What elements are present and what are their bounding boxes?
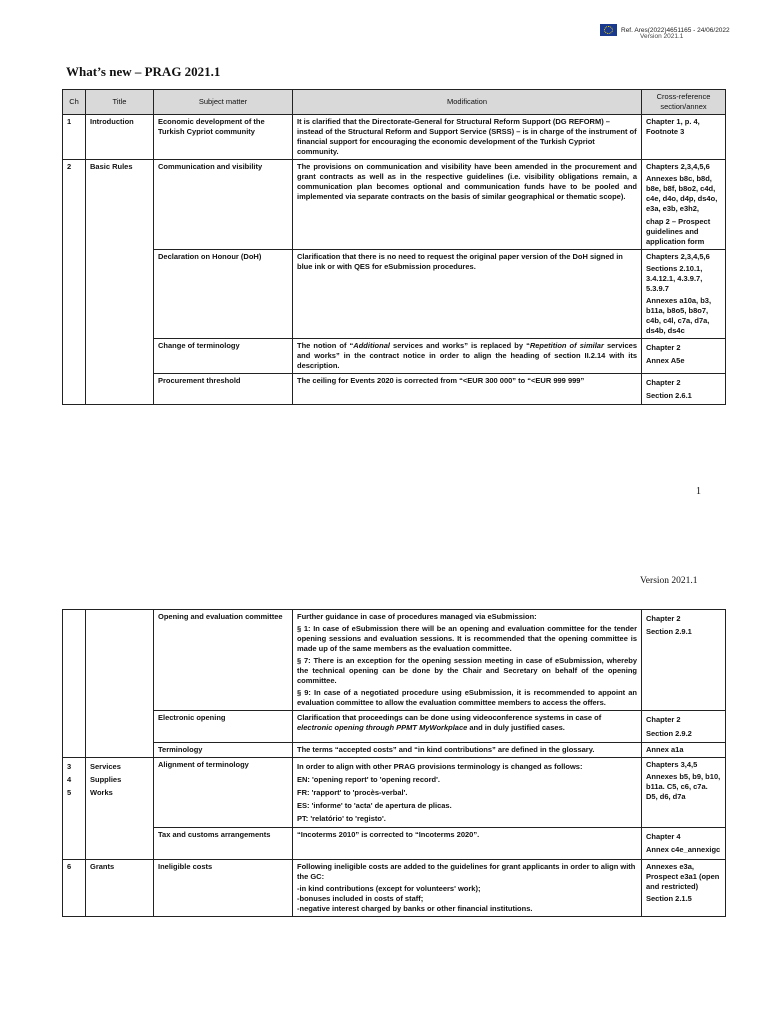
modification-italic-text: Repetition of similar — [529, 341, 604, 351]
modification-cell: The terms “accepted costs” and “in kind contributions” are defined in the glossary. — [293, 742, 642, 757]
cross-reference-cell — [642, 711, 726, 742]
chapter-cell — [63, 610, 86, 758]
modification-line: -in kind contributions (except for volunteers' work); — [297, 883, 481, 893]
modification-cell: The ceiling for Events 2020 is corrected from “<EUR 300 000” to “<EUR 999 999” — [293, 374, 642, 405]
eu-flag-icon — [600, 24, 617, 36]
modification-line: PT: 'relatório' to 'registo'. — [297, 814, 386, 824]
xref-line: Section 2.9.1 — [646, 627, 692, 637]
header-ch: Ch — [63, 90, 86, 115]
subject-cell: Economic development of the Turkish Cypriot community — [154, 115, 293, 160]
modification-line: -bonuses included in costs of staff; — [297, 893, 424, 903]
header-title: Title — [86, 90, 154, 115]
modification-paragraph: § 9: In case of a negotiated procedure using eSubmission, it is recommended to appoint an evaluation committee to allow the evaluation committee members to access the offers. — [297, 688, 637, 708]
table-row — [63, 339, 726, 374]
xref-line: Annexes e3a, Prospect e3a1 (open and restricted) — [646, 861, 720, 891]
table-row — [63, 828, 726, 859]
subject-cell: Change of terminology — [154, 339, 293, 374]
chapter-number: 5 — [67, 787, 72, 797]
xref-line: Annex A5e — [646, 356, 685, 366]
xref-line: Annex c4e_annexigc — [646, 845, 721, 855]
chapter-title: Works — [90, 787, 113, 797]
version-header-overlapped: Version 2021.1 — [640, 33, 684, 40]
xref-line: Chapter 4 — [646, 832, 681, 842]
modification-cell: The provisions on communication and visibility have been amended in the procurement and grant contracts as well as in the respective guidelines (i.e. visibility obligations remain, a communication plan becomes optional and communication funds have to be pooled and implemented via separate contracts on the basis of similar geographical or thematic scope). — [293, 160, 642, 249]
subject-cell: Opening and evaluation committee — [154, 610, 293, 711]
modification-line: -negative interest charged by banks or other financial institutions. — [297, 903, 533, 913]
modification-line: FR: 'rapport' to 'procès-verbal'. — [297, 787, 408, 797]
title-cell: Basic Rules — [86, 160, 154, 405]
xref-line: Section 2.6.1 — [646, 391, 692, 401]
table-row — [63, 757, 726, 828]
xref-line: Chapter 2 — [646, 715, 681, 725]
cross-reference-cell — [642, 757, 726, 828]
xref-line: Chapter 2 — [646, 378, 681, 388]
table-row — [63, 374, 726, 405]
xref-line: Chapters 3,4,5 — [646, 759, 698, 769]
header-modification: Modification — [293, 90, 642, 115]
xref-line: Chapter 2 — [646, 614, 681, 623]
modification-text: and in duly justified cases. — [467, 723, 565, 733]
modification-italic-text: electronic opening through PPMT MyWorkplace — [297, 723, 468, 733]
modification-cell — [293, 859, 642, 916]
modification-line: EN: 'opening report' to 'opening record'. — [297, 774, 440, 784]
reference-stamp-text: Ref. Ares(2022)4651165 - 24/06/2022 — [621, 26, 730, 34]
xref-line: Footnote 3 — [646, 127, 685, 137]
chapter-cell: 6 — [63, 859, 86, 916]
xref-line: Chapter 1, p. 4, — [646, 117, 700, 127]
cross-reference-cell — [642, 859, 726, 916]
subject-cell: Declaration on Honour (DoH) — [154, 249, 293, 338]
chapter-number: 4 — [67, 774, 72, 784]
subject-cell: Ineligible costs — [154, 859, 293, 916]
title-cell — [86, 757, 154, 859]
subject-cell: Terminology — [154, 742, 293, 757]
chapter-cell — [63, 757, 86, 859]
subject-cell: Electronic opening — [154, 711, 293, 742]
modification-text: services and works” is replaced by “ — [389, 341, 530, 351]
subject-cell: Tax and customs arrangements — [154, 828, 293, 859]
modification-cell: “Incoterms 2010” is corrected to “Incoterms 2020”. — [293, 828, 642, 859]
version-header: Version 2021.1 — [640, 576, 698, 586]
cross-reference-cell — [642, 249, 726, 338]
modification-cell: Clarification that there is no need to request the original paper version of the DoH signed in blue ink or with QES for eSubmission procedures. — [293, 249, 642, 338]
xref-line: Annexes b8c, b8d, b8e, b8f, b8o2, c4d, c4e, d4o, d4p, ds4o, e3a, e3b, e3h2, — [646, 174, 718, 214]
table-header-row — [63, 90, 726, 115]
header-cross-reference: Cross-reference section/annex — [642, 90, 726, 115]
cross-reference-cell — [642, 115, 726, 160]
xref-line: Annexes b5, b9, b10, b11a. C5, c6, c7a. D5, d6, d7a — [646, 771, 721, 801]
modification-cell — [293, 339, 642, 374]
title-cell — [86, 610, 154, 758]
xref-line: Section 2.1.5 — [646, 893, 692, 903]
subject-cell: Procurement threshold — [154, 374, 293, 405]
xref-line: Sections 2.10.1, 3.4.12.1, 4.3.9.7, 5.3.9.7 — [646, 263, 703, 293]
modification-paragraph: Further guidance in case of procedures managed via eSubmission: — [297, 612, 537, 621]
cross-reference-cell: Annex a1a — [642, 742, 726, 757]
xref-line: Chapters 2,3,4,5,6 — [646, 251, 710, 261]
title-cell: Grants — [86, 859, 154, 916]
table-row — [63, 610, 726, 711]
table-row — [63, 742, 726, 757]
cross-reference-cell — [642, 374, 726, 405]
modification-cell — [293, 610, 642, 711]
xref-line: Section 2.9.2 — [646, 728, 692, 738]
modification-line: ES: 'informe' to 'acta' de apertura de plicas. — [297, 801, 452, 811]
header-subject-matter: Subject matter — [154, 90, 293, 115]
modification-cell — [293, 711, 642, 742]
table-row — [63, 249, 726, 338]
title-cell: Introduction — [86, 115, 154, 160]
subject-cell: Alignment of terminology — [154, 757, 293, 828]
modification-cell — [293, 757, 642, 828]
page-number: 1 — [696, 486, 701, 497]
chapter-cell: 2 — [63, 160, 86, 405]
page-gap — [0, 545, 768, 560]
modification-paragraph: § 7: There is an exception for the opening session meeting in case of eSubmission, whereby the technical opening can be done by the Chair and Secretary on behalf of the opening committee. — [297, 656, 637, 686]
changes-table-page-2 — [62, 609, 726, 917]
cross-reference-cell — [642, 828, 726, 859]
xref-line: chap 2 – Prospect guidelines and application form — [646, 216, 711, 246]
modification-text: The notion of “ — [297, 341, 354, 351]
cross-reference-cell — [642, 610, 726, 711]
table-row — [63, 859, 726, 916]
xref-line: Annexes a10a, b3, b11a, b8o5, b8o7, c4b, c4l, c7a, d7a, ds4b, ds4c — [646, 295, 712, 335]
chapter-title: Services — [90, 761, 121, 771]
modification-text: services and works” in the contract notice in order to align the heading of section II.2.14 with its description. — [297, 341, 637, 371]
document-title: What’s new – PRAG 2021.1 — [66, 64, 221, 79]
modification-line: In order to align with other PRAG provisions terminology is changed as follows: — [297, 761, 583, 771]
document-page-2 — [0, 560, 768, 1024]
chapter-title: Supplies — [90, 774, 122, 784]
chapter-number: 3 — [67, 761, 72, 771]
modification-text: Clarification that proceedings can be done using videoconference systems in case of — [297, 713, 602, 723]
table-row — [63, 160, 726, 249]
modification-paragraph: § 1: In case of eSubmission there will be an opening and evaluation committee for the tender opening sessions and evaluation sessions. It is recommended that the opening committee is made up of the same members as the evaluation committee. — [297, 624, 637, 654]
modification-line: Following ineligible costs are added to the guidelines for grant applicants in order to align with the GC: — [297, 861, 636, 881]
cross-reference-cell — [642, 160, 726, 249]
cross-reference-cell — [642, 339, 726, 374]
table-row — [63, 115, 726, 160]
table-row — [63, 711, 726, 742]
xref-line: Chapter 2 — [646, 343, 681, 353]
xref-line: Chapters 2,3,4,5,6 — [646, 162, 710, 172]
changes-table-page-1 — [62, 89, 726, 405]
subject-cell: Communication and visibility — [154, 160, 293, 249]
modification-italic-text: Additional — [353, 341, 390, 351]
chapter-cell: 1 — [63, 115, 86, 160]
modification-cell: It is clarified that the Directorate-General for Structural Reform Support (DG REFORM) – instead of the Structural Reform and Support Service (SRSS) – is in charge of the instrument of financial support for encouraging the economic development of the Turkish Cypriot community. — [293, 115, 642, 160]
